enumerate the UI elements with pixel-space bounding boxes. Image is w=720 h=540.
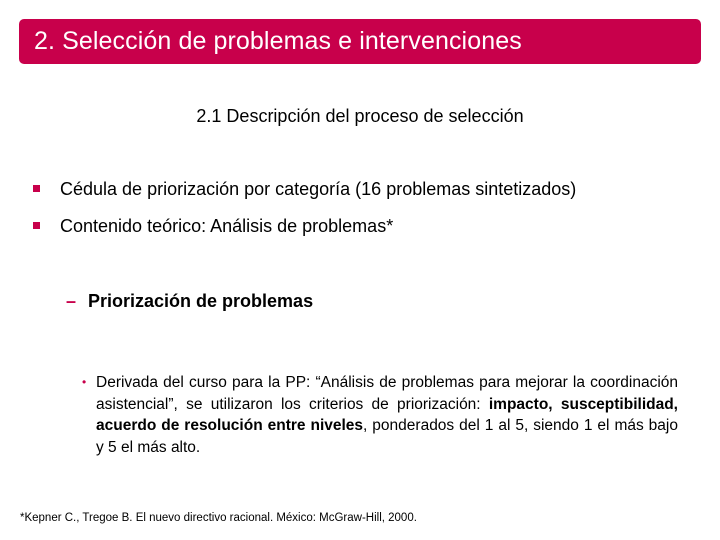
sub-bullet-text: Priorización de problemas <box>88 291 314 311</box>
square-bullet-icon <box>33 222 40 229</box>
square-bullet-icon <box>33 185 40 192</box>
bullet-text-1: Cédula de priorización por categoría (16 problemas sintetizados) <box>60 179 577 199</box>
bullet-item-2 <box>33 215 393 237</box>
detail-text-part1: Derivada del curso para la PP: “Análisis de problemas para mejorar la coordinación asistencial”, se utilizaron los criterios de priorización: <box>96 374 678 413</box>
detail-text <box>96 372 678 458</box>
detail-text-part2: , ponderados del 1 al 5, siendo 1 el más bajo y 5 el más alto. <box>96 417 678 456</box>
detail-item <box>82 372 678 458</box>
bullet-item-1 <box>33 178 576 200</box>
sub-bullet-item <box>66 290 313 312</box>
title-bar <box>19 19 701 64</box>
dot-bullet-icon: • <box>82 375 87 389</box>
footnote: *Kepner C., Tregoe B. El nuevo directivo racional. México: McGraw-Hill, 2000. <box>20 512 417 524</box>
section-subtitle: 2.1 Descripción del proceso de selección <box>196 106 524 126</box>
dash-bullet-icon: – <box>66 291 77 311</box>
slide-title: 2. Selección de problemas e intervenciones <box>34 27 522 55</box>
detail-criteria: impacto, susceptibilidad, acuerdo de resolución entre niveles <box>96 395 678 434</box>
bullet-text-2: Contenido teórico: Análisis de problemas* <box>60 216 394 236</box>
